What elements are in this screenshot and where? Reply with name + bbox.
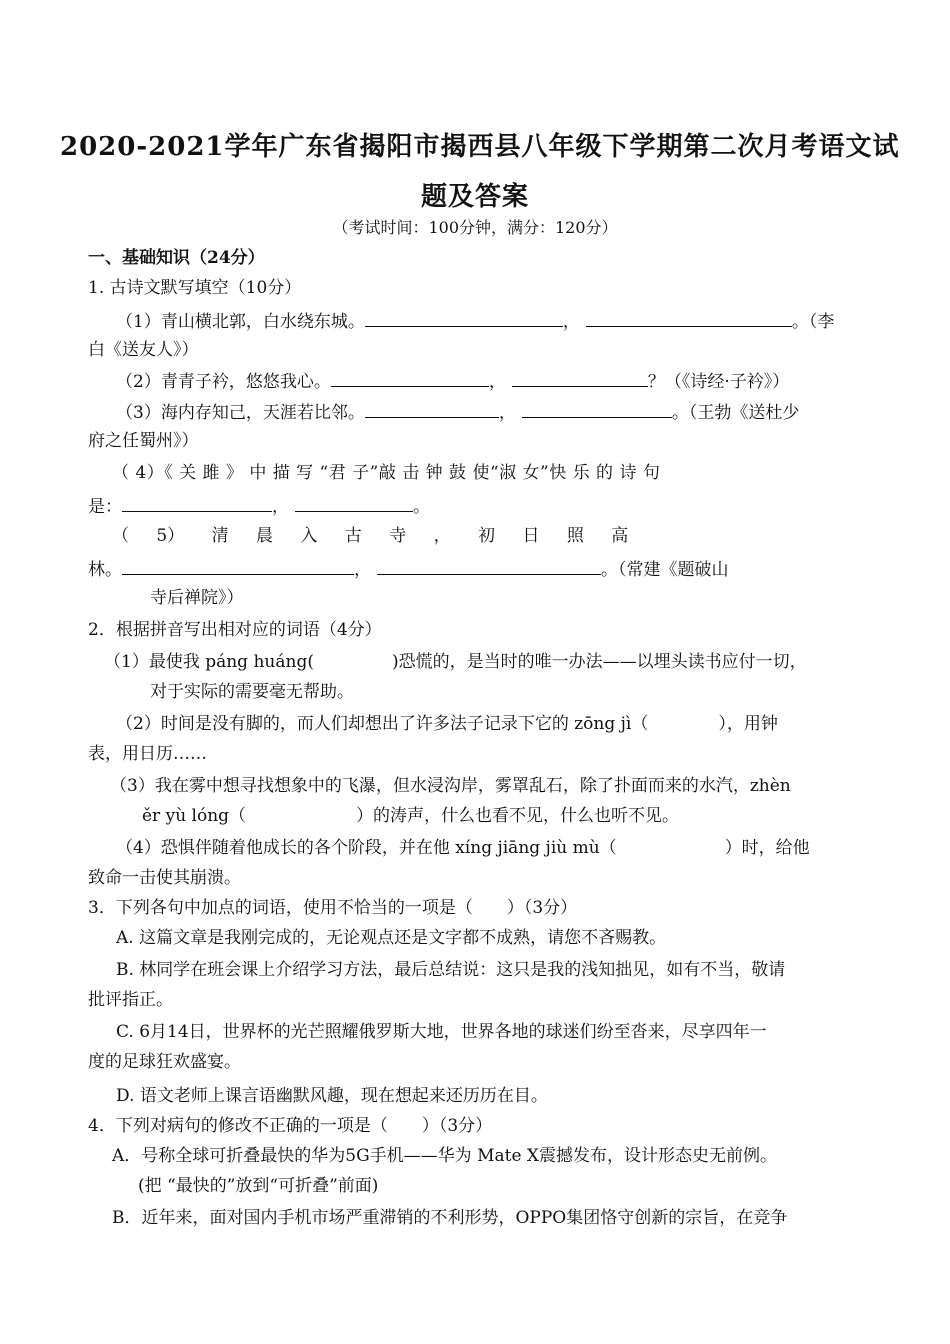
q3-option-d: D. 语文老师上课言语幽默风趣，现在想起来还历历在目。 — [116, 1086, 548, 1106]
punct: ， — [488, 372, 506, 392]
q1-item1-text: （1）青山横北郭，白水绕东城。 — [116, 312, 365, 332]
answer-blank[interactable] — [522, 399, 672, 418]
q1-item3-cont: 府之任蜀州》） — [88, 431, 199, 451]
q1-item1-source: 。（李 — [791, 312, 835, 332]
q2-item3-cont — [142, 804, 679, 828]
q1-item2-text: （2）青青子衿，悠悠我心。 — [116, 372, 331, 392]
exam-info: （考试时间：100分钟，满分：120分） — [332, 218, 618, 237]
q1-item5-source: 。（常建《题破山 — [601, 560, 729, 580]
q2-item1 — [104, 650, 807, 674]
q2-item2-text: （2）时间是没有脚的，而人们却想出了许多法子记录下它的 zōng jì（ — [116, 714, 649, 734]
punct: ， — [272, 497, 289, 517]
q2-stem: 2．根据拼音写出相对应的词语（4分） — [88, 620, 382, 640]
q2-item2-text2: ），用钟 — [718, 714, 778, 734]
q2-item4-cont: 致命一击使其崩溃。 — [88, 868, 241, 888]
q1-item5-text: 林。 — [88, 560, 122, 580]
q3-option-c-cont: 度的足球狂欢盛宴。 — [88, 1052, 241, 1072]
q1-item1 — [116, 308, 834, 334]
q2-item4-text: （4）恐惧伴随着他成长的各个阶段，并在他 xíng jiāng jiù mù（ — [116, 838, 617, 858]
q1-item2-source: ？（《诗经·子衿》） — [647, 372, 790, 392]
q2-item2 — [116, 712, 778, 736]
q1-item3-text: （3）海内存知己，天涯若比邻。 — [116, 403, 365, 423]
q2-item4-text2: ）时，给他 — [724, 838, 810, 858]
q4-option-b: B．近年来，面对国内手机市场严重滞销的不利形势，OPPO集团恪守创新的宗旨，在竞争 — [112, 1208, 788, 1228]
q2-item1-text: )恐慌的，是当时的唯一办法——以埋头读书应付一切， — [391, 652, 807, 672]
q4-option-a: A．号称全球可折叠最快的华为5G手机——华为 Mate X震撼发布，设计形态史无前例。 — [112, 1146, 778, 1166]
section-heading-basics: 一、基础知识（24分） — [88, 248, 265, 268]
q3-stem: 3．下列各句中加点的词语，使用不恰当的一项是（ ）（3分） — [88, 898, 578, 918]
doc-title-line2: 题及答案 — [420, 182, 529, 212]
answer-blank[interactable] — [586, 308, 792, 327]
answer-blank[interactable] — [295, 493, 413, 512]
q2-item1-cont: 对于实际的需要毫无帮助。 — [150, 682, 354, 702]
doc-title-line1: 2020-2021学年广东省揭阳市揭西县八年级下学期第二次月考语文试 — [60, 132, 900, 162]
answer-blank[interactable] — [122, 556, 354, 575]
answer-blank[interactable] — [377, 556, 601, 575]
q2-item3-pinyin: ěr yù lóng（ — [142, 806, 247, 826]
q1-item4-cont — [88, 493, 430, 519]
q2-item4 — [116, 836, 810, 860]
answer-blank[interactable] — [512, 368, 648, 387]
q1-item4: （ 4）《 关 雎 》 中 描 写 “君 子”敲 击 钟 鼓 使“淑 女”快 乐 的 诗 句 — [112, 463, 661, 483]
q3-option-a: A. 这篇文章是我刚完成的，无论观点还是文字都不成熟，请您不吝赐教。 — [116, 928, 667, 948]
q1-item5-source-cont: 寺后禅院》） — [150, 588, 244, 608]
q1-item3-source: 。（王勃《送杜少 — [671, 403, 800, 423]
answer-blank[interactable] — [365, 308, 563, 327]
q4-stem: 4．下列对病句的修改不正确的一项是（ ）（3分） — [88, 1116, 493, 1136]
punct: ， — [562, 312, 580, 332]
q1-item5-cont — [88, 556, 729, 582]
q1-item4-label: 是： — [88, 497, 122, 517]
answer-blank[interactable] — [365, 399, 499, 418]
punct: 。 — [413, 497, 430, 517]
q3-option-c: C. 6月14日，世界杯的光芒照耀俄罗斯大地，世界各地的球迷们纷至沓来，尽享四年一 — [116, 1022, 767, 1042]
q2-item3-text: ）的涛声，什么也看不见，什么也听不见。 — [356, 806, 680, 826]
q1-stem: 1. 古诗文默写填空（10分） — [88, 278, 302, 298]
q1-item1-cont: 白《送友人》） — [88, 340, 199, 360]
q1-item2 — [116, 368, 789, 394]
answer-blank[interactable] — [122, 493, 272, 512]
q1-item5: （ 5） 清 晨 入 古 寺 ， 初 日 照 高 — [112, 526, 629, 546]
q2-item2-cont: 表，用日历…… — [88, 744, 207, 764]
punct: ， — [354, 560, 371, 580]
q2-item1-pinyin: （1）最使我 páng huáng( — [104, 652, 314, 672]
answer-blank[interactable] — [331, 368, 489, 387]
punct: ， — [498, 403, 516, 423]
q3-option-b-cont: 批评指正。 — [88, 990, 173, 1010]
q2-item3: （3）我在雾中想寻找想象中的飞瀑，但水浸沟岸，雾罩乱石，除了扑面而来的水汽，zhèn — [110, 776, 791, 796]
q4-option-a-note: (把 “最快的”放到“可折叠”前面) — [138, 1176, 379, 1196]
q1-item3 — [116, 399, 799, 425]
q3-option-b: B. 林同学在班会课上介绍学习方法，最后总结说：这只是我的浅知拙见，如有不当，敬请 — [116, 960, 786, 980]
